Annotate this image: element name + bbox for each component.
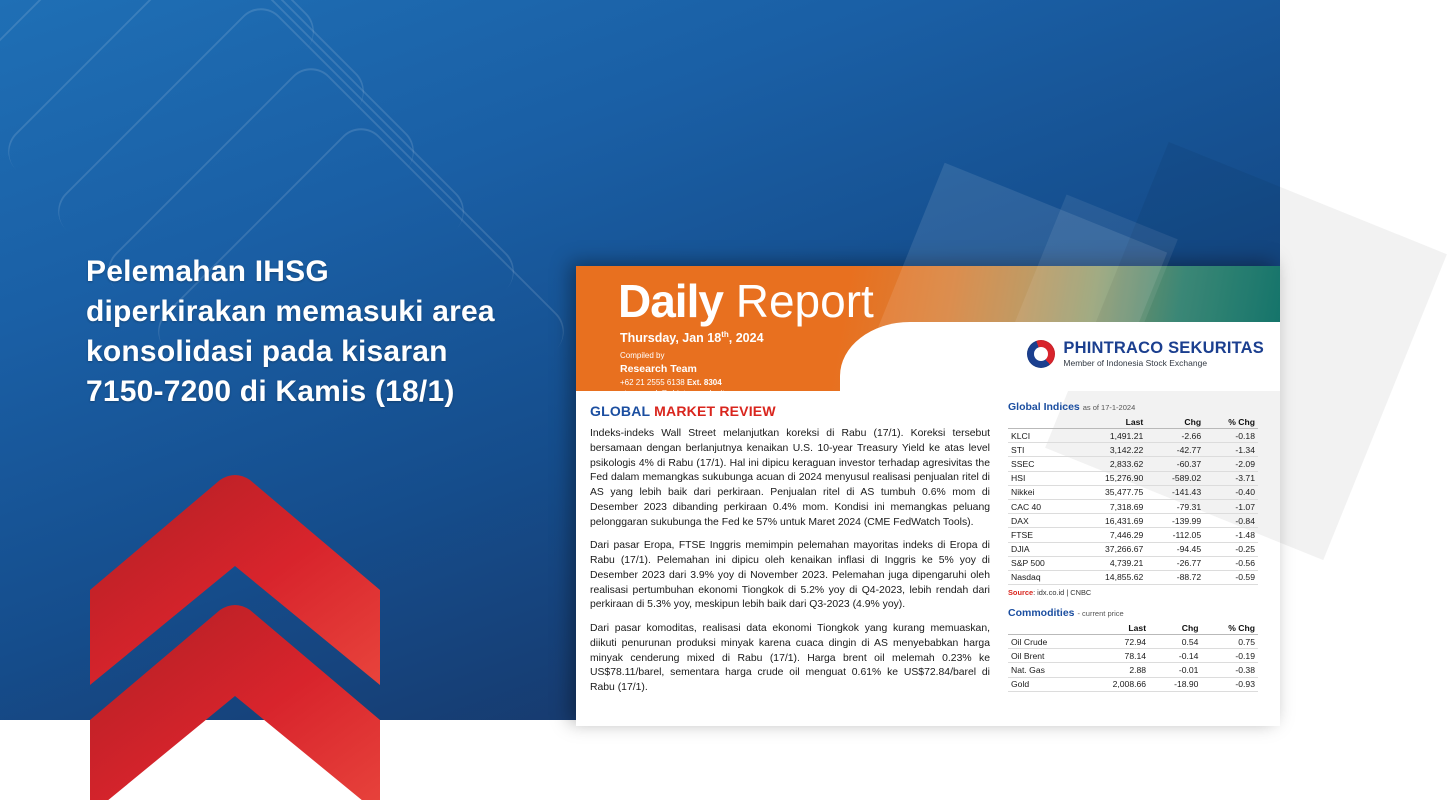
cell-chg: -0.01 bbox=[1149, 663, 1201, 677]
table-row bbox=[1008, 635, 1258, 649]
cell-last: 3,142.22 bbox=[1073, 443, 1146, 457]
table-row bbox=[1008, 570, 1258, 584]
table-row bbox=[1008, 542, 1258, 556]
phone-number: +62 21 2555 6138 bbox=[620, 377, 685, 387]
table-row bbox=[1008, 471, 1258, 485]
cell-pct: -2.09 bbox=[1204, 457, 1258, 471]
cell-name: Nat. Gas bbox=[1008, 663, 1081, 677]
table-row bbox=[1008, 485, 1258, 499]
cell-name: CAC 40 bbox=[1008, 499, 1073, 513]
review-paragraph-2: Dari pasar Eropa, FTSE Inggris memimpin pelemahan mayoritas indeks di Eropa di Rabu (17/1). Pelemahan ini dipicu oleh kenaikan inflasi di Inggris ke 5% yoy di Desember 2023 dari 3.9% yoy di November 2023. Pelemahan juga dipengaruhi oleh realisasi pertumbuhan ekonomi Tiongkok di 5.2% yoy di Q4-2023, lebih rendah dari perkiraan di 5.3% yoy, meskipun lebih baik dari Q3-2023 (4.9% yoy). bbox=[590, 540, 990, 611]
table-header-row bbox=[1008, 622, 1258, 635]
table-row bbox=[1008, 663, 1258, 677]
cell-name: Oil Brent bbox=[1008, 649, 1081, 663]
cell-name: Nasdaq bbox=[1008, 570, 1073, 584]
cell-pct: 0.75 bbox=[1201, 635, 1258, 649]
cell-chg: -0.14 bbox=[1149, 649, 1201, 663]
cell-pct: -0.56 bbox=[1204, 556, 1258, 570]
cell-last: 72.94 bbox=[1081, 635, 1149, 649]
col-pct-chg: % Chg bbox=[1204, 416, 1258, 429]
cell-name: DJIA bbox=[1008, 542, 1073, 556]
col-last: Last bbox=[1073, 416, 1146, 429]
cell-chg: -141.43 bbox=[1146, 485, 1204, 499]
report-date-sup: th bbox=[721, 330, 729, 339]
global-indices-source bbox=[1008, 588, 1258, 597]
section-heading bbox=[590, 403, 990, 419]
cell-last: 2,008.66 bbox=[1081, 677, 1149, 691]
report-title-light: Report bbox=[735, 275, 874, 327]
report-title-bold: Daily bbox=[618, 275, 723, 327]
table-row bbox=[1008, 528, 1258, 542]
report-title bbox=[618, 275, 874, 327]
cell-last: 7,446.29 bbox=[1073, 528, 1146, 542]
company-branding bbox=[1027, 340, 1264, 368]
phintraco-logo-icon bbox=[1027, 340, 1055, 368]
cell-last: 4,739.21 bbox=[1073, 556, 1146, 570]
cell-chg: -42.77 bbox=[1146, 443, 1204, 457]
compiled-label: Compiled by bbox=[620, 351, 665, 360]
report-body bbox=[576, 391, 1280, 705]
cell-pct: -3.71 bbox=[1204, 471, 1258, 485]
company-name: PHINTRACO SEKURITAS bbox=[1063, 339, 1264, 358]
table-row bbox=[1008, 457, 1258, 471]
table-row bbox=[1008, 443, 1258, 457]
col-chg: Chg bbox=[1149, 622, 1201, 635]
cell-last: 14,855.62 bbox=[1073, 570, 1146, 584]
commodities-title bbox=[1008, 607, 1258, 619]
section-heading-market-review: MARKET REVIEW bbox=[654, 403, 776, 419]
cell-chg: -589.02 bbox=[1146, 471, 1204, 485]
cell-pct: -0.84 bbox=[1204, 514, 1258, 528]
table-row bbox=[1008, 677, 1258, 691]
table-row bbox=[1008, 649, 1258, 663]
table-row bbox=[1008, 556, 1258, 570]
market-data-column bbox=[1008, 401, 1258, 705]
cell-pct: -0.38 bbox=[1201, 663, 1258, 677]
cell-chg: -26.77 bbox=[1146, 556, 1204, 570]
cell-pct: -1.07 bbox=[1204, 499, 1258, 513]
cell-last: 37,266.67 bbox=[1073, 542, 1146, 556]
cell-chg: -88.72 bbox=[1146, 570, 1204, 584]
cell-chg: -139.99 bbox=[1146, 514, 1204, 528]
report-date-text: Thursday, Jan 18 bbox=[620, 331, 722, 346]
cell-chg: 0.54 bbox=[1149, 635, 1201, 649]
table-row bbox=[1008, 514, 1258, 528]
cell-name: SSEC bbox=[1008, 457, 1073, 471]
cell-name: DAX bbox=[1008, 514, 1073, 528]
cell-last: 15,276.90 bbox=[1073, 471, 1146, 485]
research-team-label: Research Team bbox=[620, 362, 697, 375]
col-name bbox=[1008, 622, 1081, 635]
global-indices-asof: as of 17-1-2024 bbox=[1082, 403, 1136, 412]
review-paragraph-1: Indeks-indeks Wall Street melanjutkan koreksi di Rabu (17/1). Koreksi tersebut bersamaan dengan berlanjutnya kenaikan U.S. 10-year Treasury Yield ke atas level psikologis 4% di Rabu (17/1). Hal ini dipicu keraguan investor terhadap agresivitas the Fed dalam memangkas sukubunga acuan di 2024 menyusul realisasi penjualan ritel di AS yang lebih baik dari perkiraan. Penjualan ritel di AS tumbuh 0.6% mom di Desember 2023 dibanding perkiraan 0.4% mom. Kondisi ini memangkas peluang pelonggaran sukubunga the Fed ke 57% untuk Maret 2024 (CME FedWatch Tools). bbox=[590, 428, 990, 528]
cell-pct: -0.93 bbox=[1201, 677, 1258, 691]
col-name bbox=[1008, 416, 1073, 429]
cell-name: S&P 500 bbox=[1008, 556, 1073, 570]
report-header-band bbox=[576, 266, 1280, 399]
cell-chg: -2.66 bbox=[1146, 429, 1204, 443]
email-address: at.research@phintracosekuritas.com bbox=[620, 389, 751, 399]
col-last: Last bbox=[1081, 622, 1149, 635]
cell-pct: -0.25 bbox=[1204, 542, 1258, 556]
col-chg: Chg bbox=[1146, 416, 1204, 429]
source-value: : idx.co.id | CNBC bbox=[1033, 588, 1092, 598]
cell-last: 16,431.69 bbox=[1073, 514, 1146, 528]
cell-last: 2,833.62 bbox=[1073, 457, 1146, 471]
cell-pct: -0.18 bbox=[1204, 429, 1258, 443]
cell-name: Nikkei bbox=[1008, 485, 1073, 499]
review-paragraph-3: Dari pasar komoditas, realisasi data ekonomi Tiongkok yang kurang memuaskan, diikuti penurunan produksi minyak karena cuaca dingin di AS menyebabkan harga minyak cenderung mixed di Rabu (17/1). Harga brent oil melemah 0.23% ke US$78.11/barel, sementara harga crude oil menguat 0.61% ke US$72.84/barel di Rabu (17/1). bbox=[590, 623, 990, 694]
cell-name: FTSE bbox=[1008, 528, 1073, 542]
commodities-note: - current price bbox=[1077, 609, 1124, 619]
global-indices-title bbox=[1008, 401, 1258, 413]
global-indices-label: Global Indices bbox=[1008, 401, 1080, 413]
daily-report-document bbox=[576, 266, 1280, 726]
cell-pct: -0.19 bbox=[1201, 649, 1258, 663]
slide-headline: Pelemahan IHSG diperkirakan memasuki area konsolidasi pada kisaran 7150-7200 di Kamis (18/1) bbox=[86, 255, 495, 408]
cell-name: Gold bbox=[1008, 677, 1081, 691]
cell-last: 2.88 bbox=[1081, 663, 1149, 677]
cell-last: 78.14 bbox=[1081, 649, 1149, 663]
cell-chg: -94.45 bbox=[1146, 542, 1204, 556]
cell-name: Oil Crude bbox=[1008, 635, 1081, 649]
report-date bbox=[620, 330, 764, 345]
market-review-column bbox=[590, 401, 990, 705]
cell-last: 1,491.21 bbox=[1073, 429, 1146, 443]
table-row bbox=[1008, 429, 1258, 443]
cell-last: 35,477.75 bbox=[1073, 485, 1146, 499]
cell-pct: -0.40 bbox=[1204, 485, 1258, 499]
source-label: Source bbox=[1008, 588, 1034, 598]
phone-extension: Ext. 8304 bbox=[686, 377, 722, 387]
cell-pct: -0.59 bbox=[1204, 570, 1258, 584]
cell-name: KLCI bbox=[1008, 429, 1073, 443]
table-header-row bbox=[1008, 416, 1258, 429]
commodities-label: Commodities bbox=[1008, 607, 1075, 620]
cell-name: STI bbox=[1008, 443, 1073, 457]
cell-pct: -1.48 bbox=[1204, 528, 1258, 542]
cell-pct: -1.34 bbox=[1204, 443, 1258, 457]
col-pct-chg: % Chg bbox=[1201, 622, 1258, 635]
cell-chg: -60.37 bbox=[1146, 457, 1204, 471]
company-subtitle: Member of Indonesia Stock Exchange bbox=[1063, 357, 1208, 368]
cell-chg: -18.90 bbox=[1149, 677, 1201, 691]
report-date-year: , 2024 bbox=[728, 331, 764, 346]
red-chevron-icon bbox=[70, 470, 400, 800]
global-indices-table bbox=[1008, 416, 1258, 585]
commodities-table bbox=[1008, 622, 1258, 692]
table-row bbox=[1008, 499, 1258, 513]
cell-chg: -112.05 bbox=[1146, 528, 1204, 542]
cell-chg: -79.31 bbox=[1146, 499, 1204, 513]
section-heading-global: GLOBAL bbox=[590, 403, 651, 419]
cell-last: 7,318.69 bbox=[1073, 499, 1146, 513]
cell-name: HSI bbox=[1008, 471, 1073, 485]
